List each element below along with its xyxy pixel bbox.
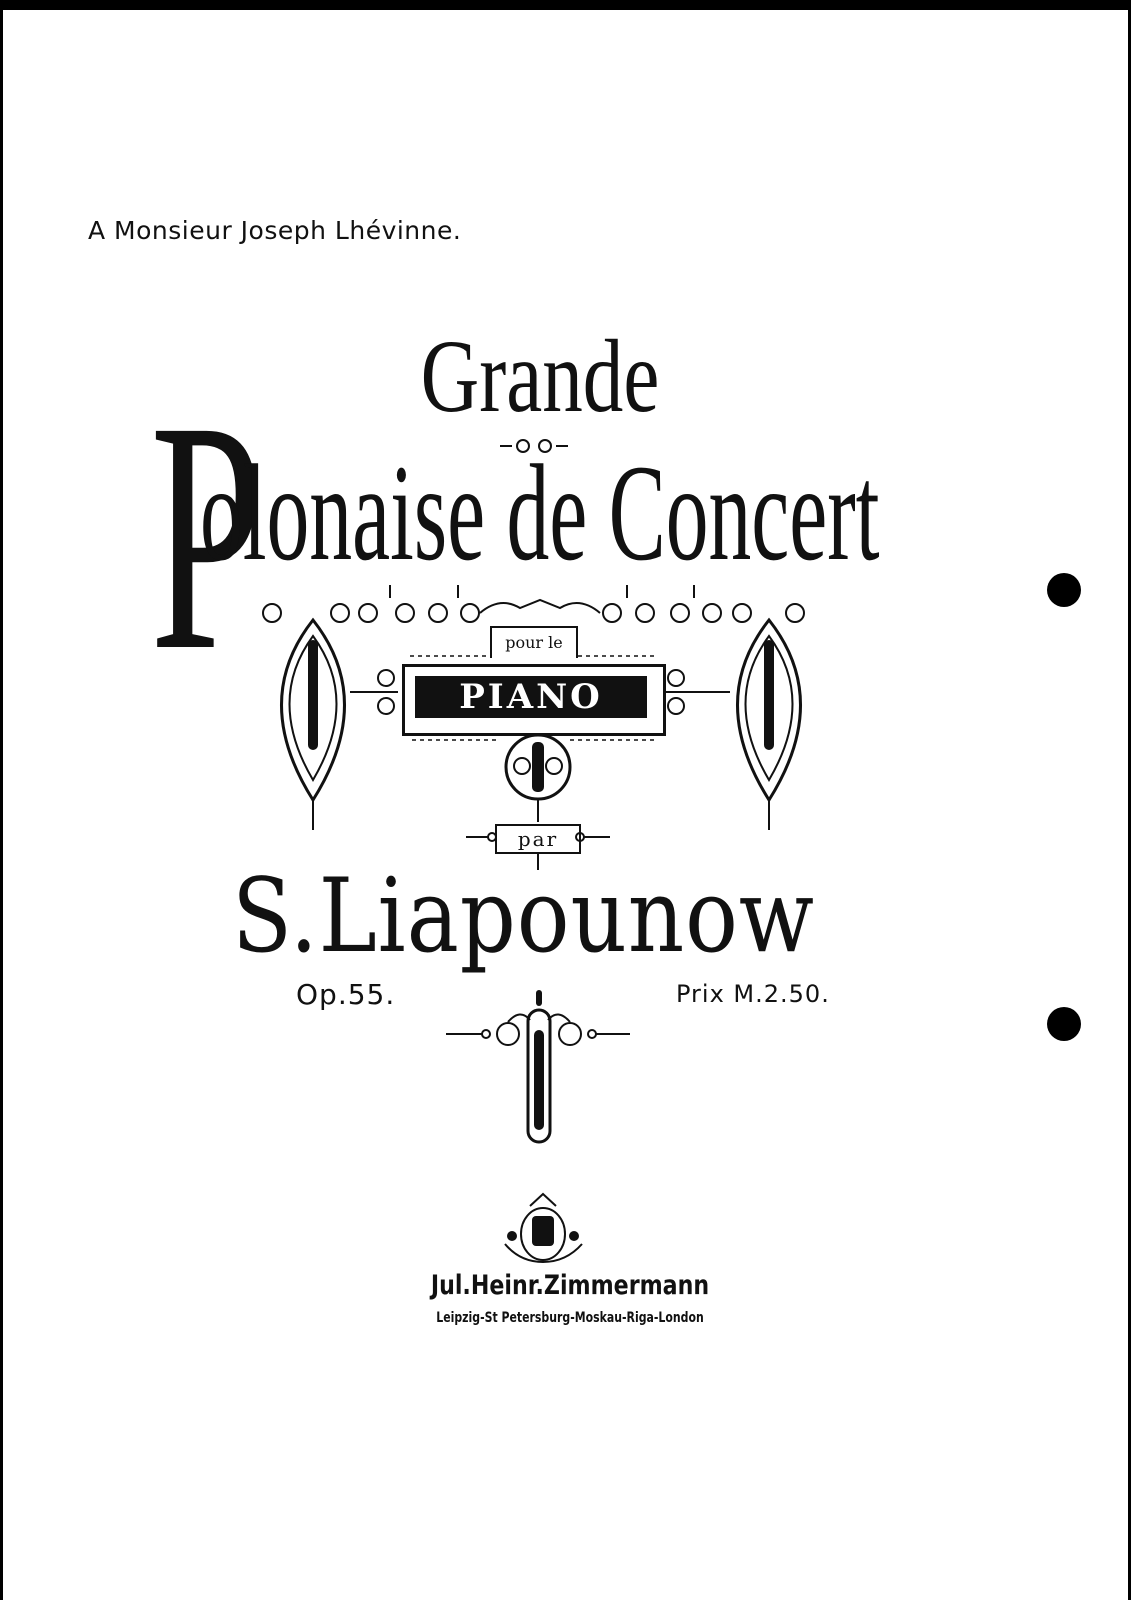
title-initial: P (150, 354, 264, 719)
price: Prix M.2.50. (676, 980, 830, 1008)
pour-le-label: pour le (490, 626, 578, 658)
composer-name: S.Liapounow (232, 857, 815, 976)
instrument-name: PIANO (415, 676, 647, 718)
opus-number: Op.55. (296, 978, 396, 1011)
title-grande: Grande (420, 319, 660, 434)
publisher-cities: Leipzig-St Petersburg-Moskau-Riga-London (436, 1310, 704, 1326)
dedication: A Monsieur Joseph Lhévinne. (88, 216, 462, 245)
publisher-name: Jul.Heinr.Zimmermann (430, 1270, 710, 1301)
par-label: par (495, 824, 581, 854)
title-rest: olonaise de Concert (200, 436, 880, 589)
